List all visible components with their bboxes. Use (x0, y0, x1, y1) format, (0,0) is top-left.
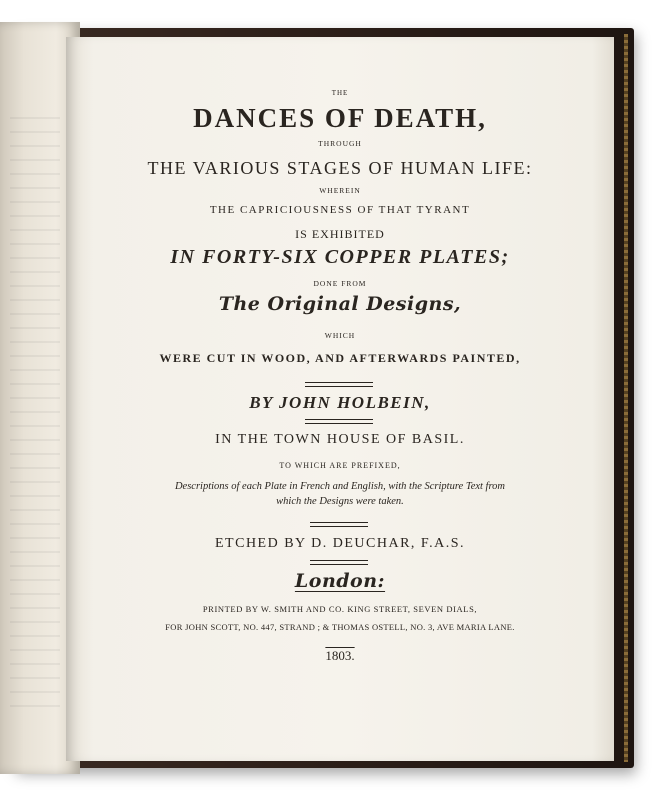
line-descriptions-1: Descriptions of each Plate in French and English, with the Scripture Text from (174, 481, 506, 492)
line-london: London: (294, 570, 386, 592)
line-cut-in-wood: WERE CUT IN WOOD, AND AFTERWARDS PAINTED, (159, 351, 521, 365)
double-rule-1 (305, 382, 373, 387)
line-descriptions-2: which the Designs were taken. (276, 496, 404, 507)
line-author: BY JOHN HOLBEIN, (249, 393, 431, 412)
line-etched: ETCHED BY D. DEUCHAR, F.A.S. (215, 536, 465, 551)
line-wherein: WHEREIN (319, 186, 361, 195)
line-through: THROUGH (318, 139, 362, 148)
subtitle: THE VARIOUS STAGES OF HUMAN LIFE: (147, 158, 533, 178)
line-copper-plates: IN FORTY-SIX COPPER PLATES; (170, 246, 510, 268)
line-town-house: IN THE TOWN HOUSE OF BASIL. (215, 432, 465, 447)
line-capriciousness: THE CAPRICIOUSNESS OF THAT TYRANT (209, 204, 471, 216)
line-the: THE (331, 89, 349, 97)
double-rule-4 (310, 560, 368, 565)
title-page (66, 37, 614, 761)
line-which: WHICH (324, 331, 356, 340)
line-printed: PRINTED BY W. SMITH AND CO. KING STREET, SEVEN DIALS, (202, 604, 478, 614)
line-for: FOR JOHN SCOTT, NO. 447, STRAND ; & THOMAS OSTELL, NO. 3, AVE MARIA LANE. (165, 622, 515, 632)
line-original-designs: The Original Designs, (218, 293, 462, 315)
line-exhibited: IS EXHIBITED (295, 227, 385, 241)
main-title: DANCES OF DEATH, (193, 103, 487, 133)
line-prefixed: TO WHICH ARE PREFIXED, (279, 461, 401, 470)
double-rule-3 (310, 522, 368, 527)
show-through-texture (10, 117, 60, 717)
line-done-from: DONE FROM (313, 279, 367, 288)
double-rule-2 (305, 419, 373, 424)
line-year: 1803. (325, 648, 355, 663)
